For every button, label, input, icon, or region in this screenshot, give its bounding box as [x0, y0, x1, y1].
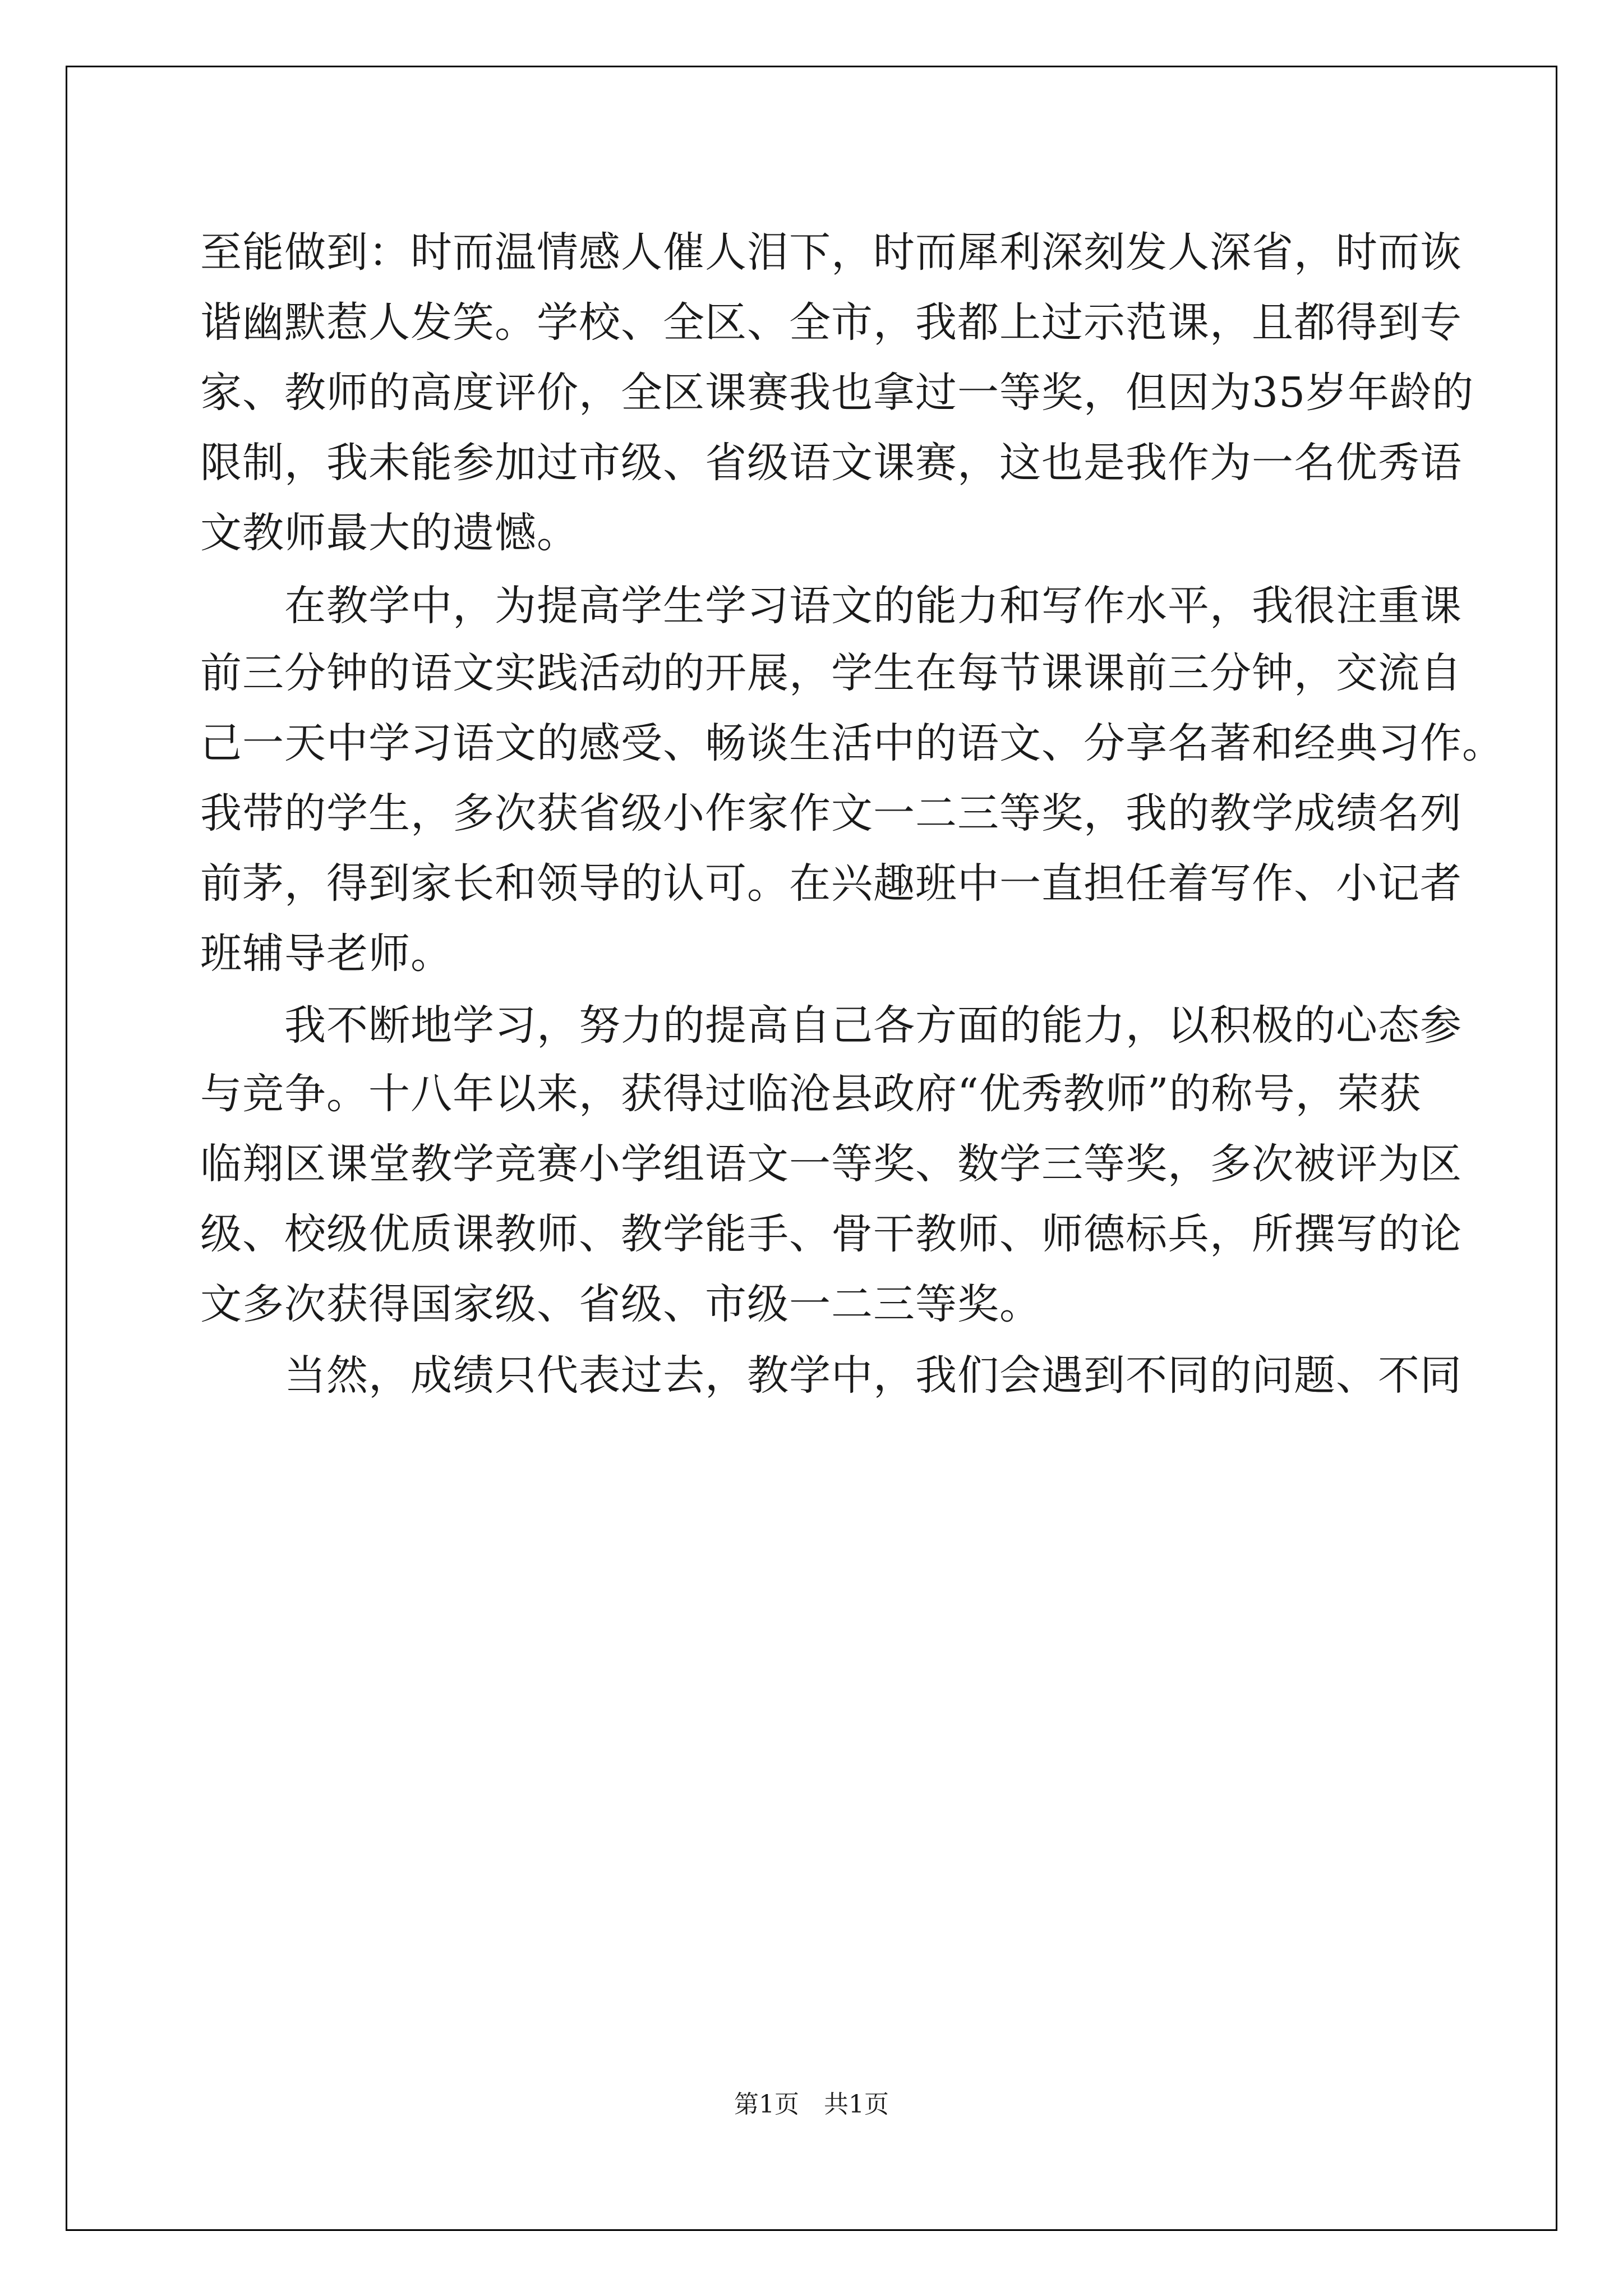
- text-line: 在教学中，为提高学生学习语文的能力和写作水平，我很注重课: [200, 582, 1462, 630]
- text-line: 与竞争。十八年以来，获得过临沧县政府“优秀教师”的称号，荣获: [200, 1070, 1422, 1118]
- text-line: 班辅导老师。: [200, 930, 453, 978]
- text-line: 限制，我未能参加过市级、省级语文课赛，这也是我作为一名优秀语: [200, 439, 1462, 487]
- page-footer: 第1页 共1页: [734, 2090, 889, 2119]
- text-line: 家、教师的高度评价，全区课赛我也拿过一等奖，但因为35岁年龄的: [200, 369, 1474, 417]
- text-line: 级、校级优质课教师、教学能手、骨干教师、师德标兵，所撰写的论: [200, 1210, 1462, 1258]
- text-line: 至能做到：时而温情感人催人泪下，时而犀利深刻发人深省，时而诙: [200, 228, 1462, 277]
- text-line: 文教师最大的遗憾。: [200, 509, 579, 557]
- text-line: 前茅，得到家长和领导的认可。在兴趣班中一直担任着写作、小记者: [200, 859, 1462, 908]
- text-line: 己一天中学习语文的感受、畅谈生活中的语文、分享名著和经典习作。: [200, 719, 1504, 767]
- text-line: 文多次获得国家级、省级、市级一二三等奖。: [200, 1280, 1041, 1328]
- text-line: 我不断地学习，努力的提高自己各方面的能力，以积极的心态参: [200, 1001, 1462, 1050]
- text-line: 谐幽默惹人发笑。学校、全区、全市，我都上过示范课，且都得到专: [200, 298, 1462, 347]
- text-line: 临翔区课堂教学竞赛小学组语文一等奖、数学三等奖，多次被评为区: [200, 1140, 1462, 1188]
- text-line: 前三分钟的语文实践活动的开展，学生在每节课课前三分钟，交流自: [200, 649, 1462, 697]
- text-line: 我带的学生，多次获省级小作家作文一二三等奖，我的教学成绩名列: [200, 789, 1462, 838]
- text-line: 当然，成绩只代表过去，教学中，我们会遇到不同的问题、不同: [200, 1351, 1462, 1400]
